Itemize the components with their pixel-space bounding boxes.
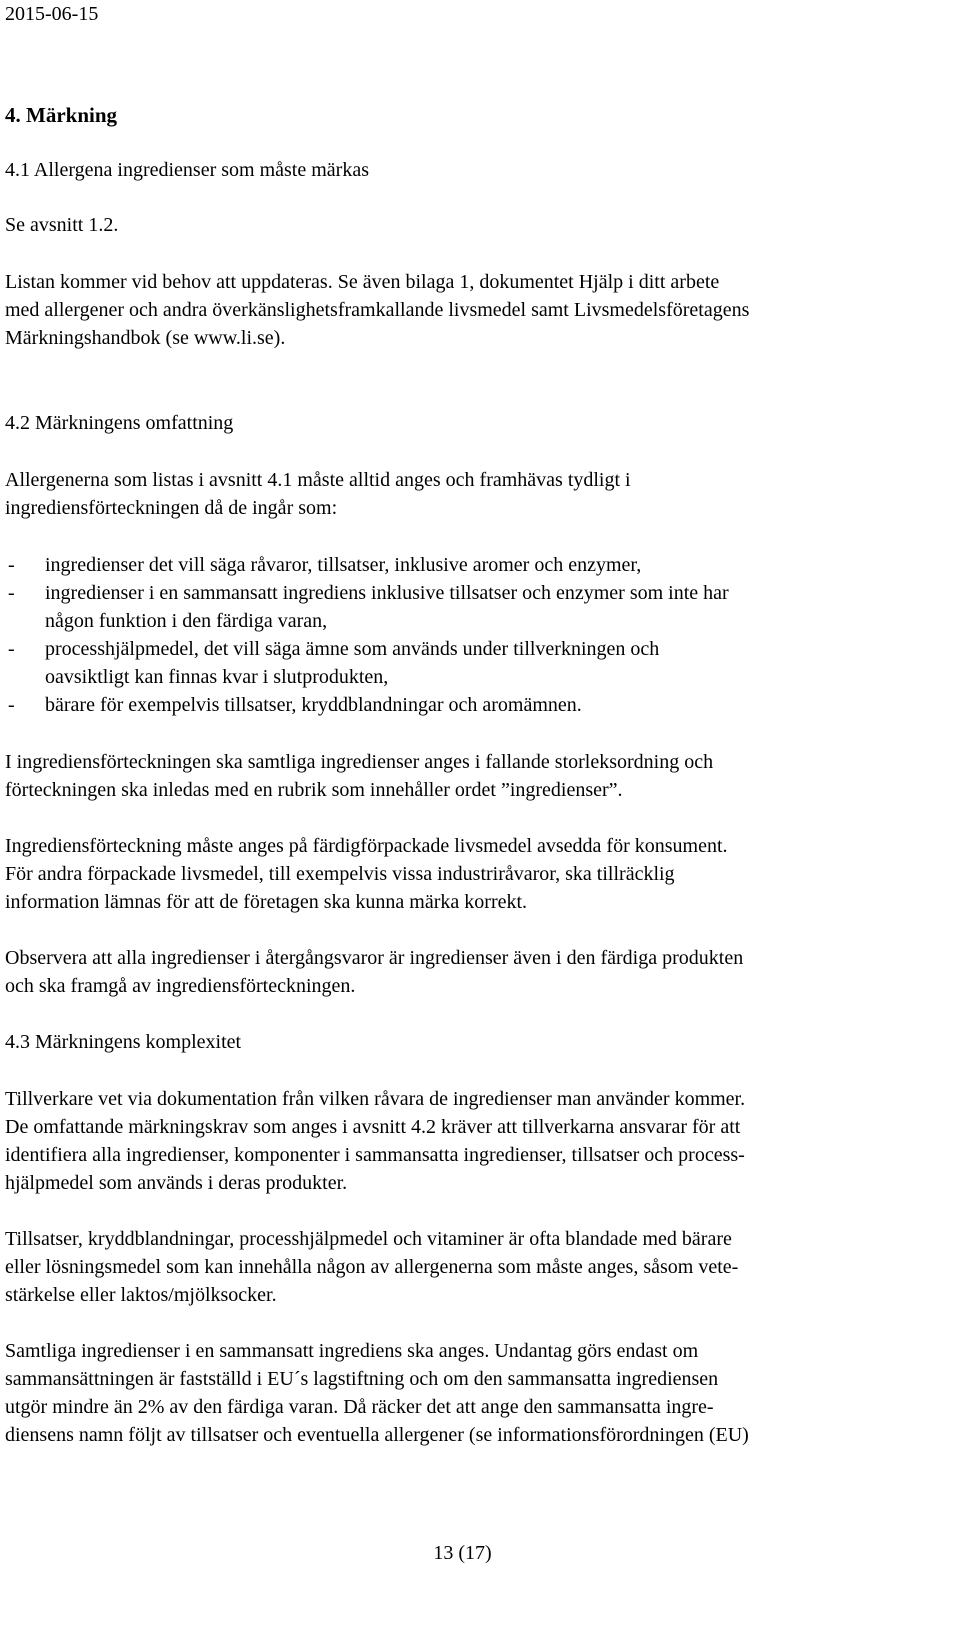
list-item: ingredienser i en sammansatt ingrediens inklusive tillsatser och enzymer som inte har	[45, 582, 729, 604]
paragraph-line: Allergenerna som listas i avsnitt 4.1 måste alltid anges och framhävas tydligt i	[5, 469, 631, 491]
paragraph-line: Märkningshandbok (se www.li.se).	[5, 327, 286, 349]
paragraph-line: information lämnas för att de företagen ska kunna märka korrekt.	[5, 891, 528, 913]
paragraph-line: förteckningen ska inledas med en rubrik som innehåller ordet ”ingredienser”.	[5, 779, 623, 801]
paragraph-line: ingrediensförteckningen då de ingår som:	[5, 497, 338, 519]
list-item: processhjälpmedel, det vill säga ämne som används under tillverkningen och	[45, 638, 660, 660]
paragraph-line: De omfattande märkningskrav som anges i avsnitt 4.2 kräver att tillverkarna ansvarar för att	[5, 1116, 741, 1138]
section-reference: Se avsnitt 1.2.	[5, 214, 119, 236]
paragraph-line: Observera att alla ingredienser i återgångsvaror är ingredienser även i den färdiga produkten	[5, 947, 744, 969]
paragraph-line: Listan kommer vid behov att uppdateras. Se även bilaga 1, dokumentet Hjälp i ditt arbete	[5, 271, 720, 293]
paragraph-line: För andra förpackade livsmedel, till exempelvis vissa industriråvaror, ska tillräcklig	[5, 863, 675, 885]
paragraph-line: Tillverkare vet via dokumentation från vilken råvara de ingredienser man använder kommer.	[5, 1088, 746, 1110]
paragraph-line: utgör mindre än 2% av den färdiga varan. Då räcker det att ange den sammansatta ingre-	[5, 1396, 714, 1418]
paragraph-line: Samtliga ingredienser i en sammansatt ingrediens ska anges. Undantag görs endast om	[5, 1340, 699, 1362]
list-item-continuation: någon funktion i den färdiga varan,	[45, 610, 328, 632]
page-date: 2015-06-15	[5, 3, 99, 25]
paragraph-line: Tillsatser, kryddblandningar, processhjälpmedel och vitaminer är ofta blandade med bärare	[5, 1228, 732, 1250]
paragraph-line: med allergener och andra överkänslighetsframkallande livsmedel samt Livsmedelsföretagens	[5, 299, 750, 321]
paragraph-line: eller lösningsmedel som kan innehålla någon av allergenerna som måste anges, såsom vete-	[5, 1256, 739, 1278]
list-item-continuation: oavsiktligt kan finnas kvar i slutprodukten,	[45, 666, 389, 688]
paragraph-line: diensens namn följt av tillsatser och eventuella allergener (se informationsförordningen (EU)	[5, 1424, 749, 1446]
list-item: ingredienser det vill säga råvaror, tillsatser, inklusive aromer och enzymer,	[45, 554, 642, 576]
section-heading: 4. Märkning	[5, 103, 118, 127]
list-item: bärare för exempelvis tillsatser, kryddblandningar och aromämnen.	[45, 694, 582, 716]
list-marker: -	[8, 638, 15, 660]
paragraph-line: identifiera alla ingredienser, komponenter i sammansatta ingredienser, tillsatser och process-	[5, 1144, 745, 1166]
subsection-heading-4-3: 4.3 Märkningens komplexitet	[5, 1031, 242, 1053]
page-number: 13 (17)	[433, 1542, 492, 1564]
list-marker: -	[8, 694, 15, 716]
subsection-heading-4-1: 4.1 Allergena ingredienser som måste märkas	[5, 159, 369, 181]
paragraph-line: stärkelse eller laktos/mjölksocker.	[5, 1284, 277, 1306]
subsection-heading-4-2: 4.2 Märkningens omfattning	[5, 412, 234, 434]
list-marker: -	[8, 554, 15, 576]
paragraph-line: sammansättningen är fastställd i EU´s lagstiftning och om den sammansatta ingrediensen	[5, 1368, 719, 1390]
list-marker: -	[8, 582, 15, 604]
paragraph-line: I ingrediensförteckningen ska samtliga ingredienser anges i fallande storleksordning och	[5, 751, 714, 773]
paragraph-line: Ingrediensförteckning måste anges på färdigförpackade livsmedel avsedda för konsument.	[5, 835, 728, 857]
paragraph-line: och ska framgå av ingrediensförteckningen.	[5, 975, 356, 997]
paragraph-line: hjälpmedel som används i deras produkter.	[5, 1172, 348, 1194]
